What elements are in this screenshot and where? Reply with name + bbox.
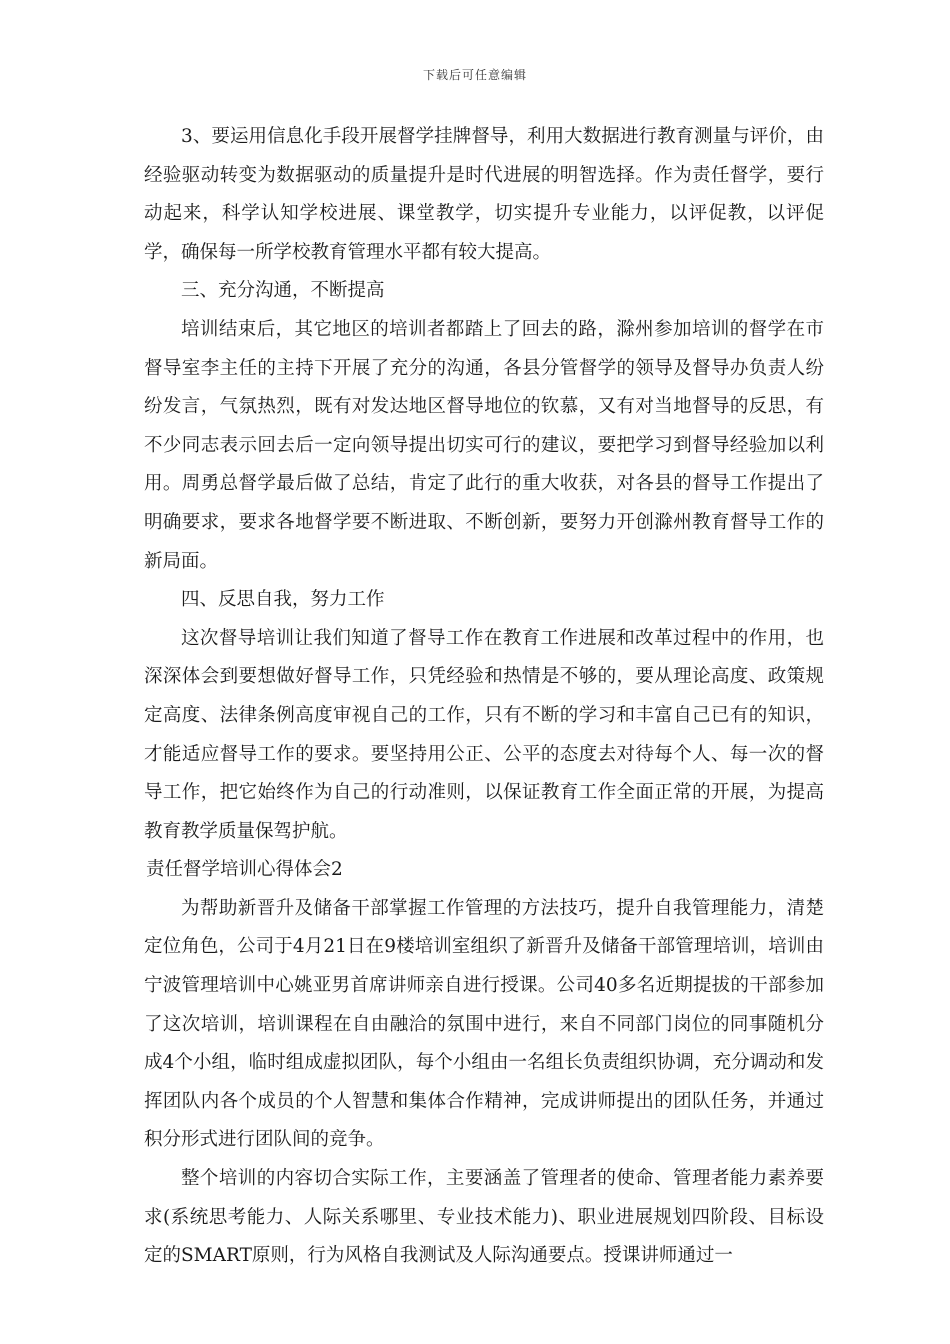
paragraph-training-content: 整个培训的内容切合实际工作，主要涵盖了管理者的使命、管理者能力素养要求(系统思考能力、人际关系哪里、专业技术能力)、职业进展规划四阶段、目标设定的SMART原则，行为风格自我测试及人际沟通要点。授课讲师通过一 xyxy=(144,1168,824,1267)
paragraph-reflection: 这次督导培训让我们知道了督导工作在教育工作进展和改革过程中的作用，也深深体会到要想做好督导工作，只凭经验和热情是不够的，要从理论高度、政策规定高度、法律条例高度审视自己的工作，只有不断的学习和丰富自己已有的知识，才能适应督导工作的要求。要坚持用公正、公平的态度去对待每个人、每一次的督导工作，把它始终作为自己的行动准则，以保证教育工作全面正常的开展，为提高教育教学质量保驾护航。 xyxy=(144,627,824,842)
paragraph-informatization: 3、要运用信息化手段开展督学挂牌督导，利用大数据进行教育测量与评价，由经验驱动转变为数据驱动的质量提升是时代进展的明智选择。作为责任督学，要行动起来，科学认知学校进展、课堂教学，切实提升专业能力，以评促教，以评促学，确保每一所学校教育管理水平都有较大提高。 xyxy=(144,126,824,263)
document-body xyxy=(144,118,824,1276)
header-note: 下载后可任意编辑 xyxy=(422,68,527,82)
section-heading-reflection: 四、反思自我，努力工作 xyxy=(181,589,385,611)
section-heading-communication: 三、充分沟通，不断提高 xyxy=(181,280,385,302)
paragraph-communication: 培训结束后，其它地区的培训者都踏上了回去的路，滁州参加培训的督学在市督导室李主任的主持下开展了充分的沟通，各县分管督学的领导及督导办负责人纷纷发言，气氛热烈，既有对发达地区督导地位的钦慕，又有对当地督导的反思，有不少同志表示回去后一定向领导提出切实可行的建议，要把学习到督导经验加以利用。周勇总督学最后做了总结，肯定了此行的重大收获，对各县的督导工作提出了明确要求，要求各地督学要不断进取、不断创新，要努力开创滁州教育督导工作的新局面。 xyxy=(144,318,824,572)
paragraph-training-intro: 为帮助新晋升及储备干部掌握工作管理的方法技巧，提升自我管理能力，清楚定位角色，公司于4月21日在9楼培训室组织了新晋升及储备干部管理培训，培训由宁波管理培训中心姚亚男首席讲师亲自进行授课。公司40多名近期提拔的干部参加了这次培训，培训课程在自由融洽的氛围中进行，来自不同部门岗位的同事随机分成4个小组，临时组成虚拟团队，每个小组由一名组长负责组织协调，充分调动和发挥团队内各个成员的个人智慧和集体合作精神，完成讲师提出的团队任务，并通过积分形式进行团队间的竞争。 xyxy=(144,897,824,1151)
article-title-2: 责任督学培训心得体会2 xyxy=(146,859,343,881)
